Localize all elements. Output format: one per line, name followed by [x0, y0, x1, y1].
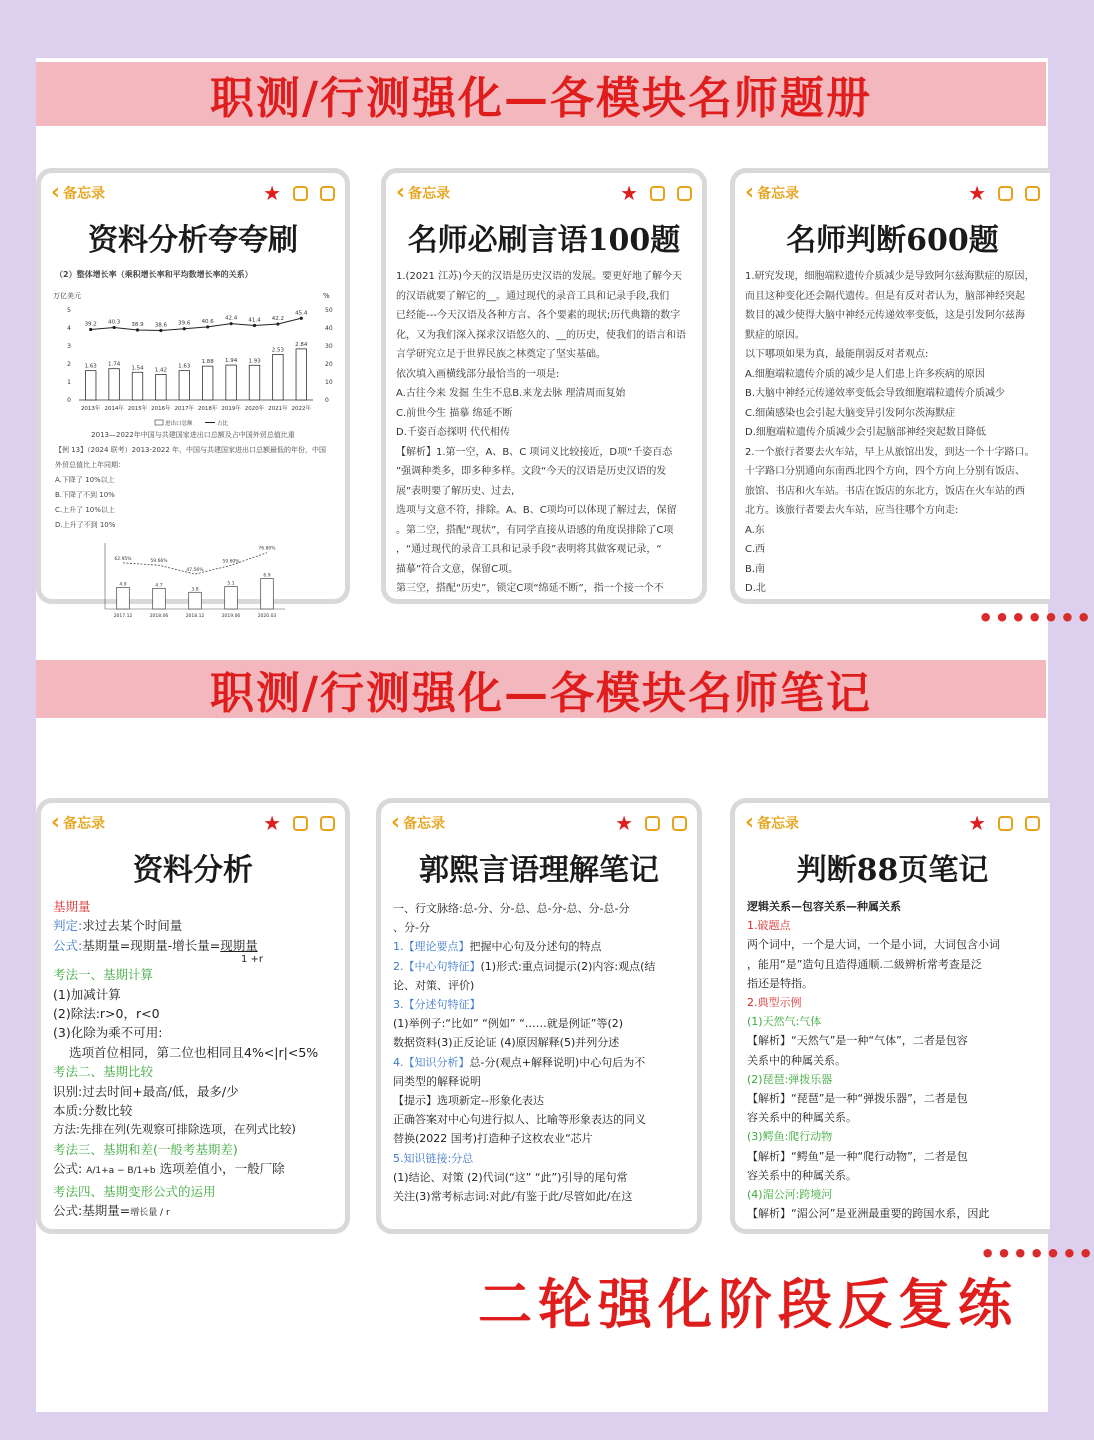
text-line: A.东 — [745, 524, 765, 536]
share-icon[interactable] — [293, 816, 308, 831]
bar-value-label: 3.8 — [191, 587, 199, 593]
y-tick-label: 2 — [67, 361, 71, 368]
y-axis-label: 万亿美元 — [53, 292, 81, 300]
note-line: 考法四、基期变形公式的运用 — [53, 1183, 216, 1199]
y-tick-label: 5 — [67, 307, 71, 314]
notes-body — [735, 897, 1050, 1223]
formula: A/1+a − B/1+b — [86, 1166, 156, 1177]
line-value-label: 41.4 — [248, 317, 261, 324]
card-title: 名师必刷言语100题 — [407, 223, 681, 258]
x-tick-label: 2016年 — [151, 406, 171, 412]
card-data-notes[interactable] — [36, 798, 350, 1234]
back-label: 备忘录 — [757, 186, 800, 202]
y2-tick-label: 10 — [325, 379, 333, 386]
bar-value-label: 2.53 — [271, 347, 285, 354]
text-line: 十字路口分别通向东南西北四个方向，四个方向上分别有饭店、 — [745, 466, 1025, 477]
x-tick-label: 2014年 — [104, 406, 124, 412]
x-tick-label: 2020.03 — [257, 614, 277, 619]
star-icon[interactable]: ★ — [968, 811, 986, 835]
note-line: 考法一、基期计算 — [53, 967, 154, 983]
option-d: D.上升了不到 10% — [55, 521, 116, 529]
x-tick-label: 2018.12 — [185, 614, 205, 619]
question-body — [386, 267, 702, 599]
x-tick-label: 2015年 — [127, 406, 148, 412]
share-icon[interactable] — [998, 816, 1013, 831]
notes-body — [41, 897, 345, 1224]
note-line: 考法三、基期和差(一般考基期差) — [53, 1141, 238, 1157]
option-c: C.上升了 10%以上 — [55, 506, 115, 514]
note-line — [393, 995, 685, 1014]
line-value-label: 45.4 — [295, 310, 308, 317]
text-line: B.南 — [745, 563, 766, 575]
note-line: 容关系中的种属关系。 — [747, 1168, 857, 1182]
edit-icon[interactable] — [672, 816, 687, 831]
bar — [132, 372, 143, 400]
bar — [117, 587, 130, 609]
text-line: C.前世今生 描摹 绵延不断 — [396, 407, 513, 419]
question-body — [735, 267, 1050, 599]
text-line: A.细胞端粒遗传介质的减少是人们患上许多疾病的原因 — [745, 368, 985, 380]
y-tick-label: 3 — [67, 343, 71, 350]
back-button[interactable] — [396, 182, 450, 204]
note-line: 关注(3)常考标志词:对此/有鉴于此/尽管如此/在这 — [393, 1190, 633, 1204]
note-label: 公式: — [53, 1161, 83, 1177]
text-line: C.西 — [745, 544, 766, 555]
x-tick-label: 2017.12 — [113, 614, 133, 619]
card-toolbar — [386, 173, 702, 213]
card-data-analysis[interactable] — [36, 168, 350, 619]
chevron-left-icon: ‹ — [745, 810, 755, 835]
note-number: 1. — [393, 940, 404, 954]
card-title: 资料分析夸夸刷 — [88, 223, 298, 258]
card-verbal[interactable] — [381, 168, 707, 604]
note-line: 【提示】选项新定--形象化表达 — [393, 1094, 544, 1108]
back-button[interactable] — [391, 812, 445, 834]
note-line — [53, 1201, 333, 1223]
note-line: 方法:先排在列(先观察可排除选项，在列式比较) — [53, 1122, 296, 1137]
text-line: 化，又为我们深入探求汉语悠久的、__的历史，使我们的语言和语 — [396, 329, 686, 341]
card-toolbar — [381, 803, 697, 843]
chevron-left-icon: ‹ — [745, 180, 755, 205]
note-label: 【知识分析】 — [403, 1055, 470, 1069]
line-value-label: 42.4 — [224, 315, 238, 322]
y-tick-label: 4 — [67, 325, 71, 332]
bar-value-label: 1.54 — [131, 365, 144, 372]
note-line: 考法二、基期比较 — [53, 1064, 154, 1080]
bar-value-label: 1.93 — [248, 358, 261, 365]
star-icon[interactable]: ★ — [615, 811, 633, 835]
card-toolbar — [735, 803, 1050, 843]
top-banner: 职测/行测强化—各模块名师题册 — [36, 62, 1046, 126]
note-line: 1.破题点 — [747, 919, 791, 933]
share-icon[interactable] — [645, 816, 660, 831]
note-line: 论、对策、评价) — [393, 978, 475, 992]
note-line — [393, 937, 685, 956]
card-subtitle: （2）整体增长率（乘积增长率和平均数增长率的关系） — [55, 270, 253, 279]
line-value-label: 42.2 — [271, 316, 285, 323]
card-toolbar — [41, 803, 345, 843]
y2-tick-label: 20 — [325, 361, 333, 368]
note-line: 【解析】“鳄鱼”是一种“爬行动物”，二者是包 — [747, 1149, 968, 1163]
text-line: 2.一个旅行者要去火车站，早上从旅馆出发，到达一个十字路口。 — [745, 446, 1035, 458]
text-line: 展”表明要了解历史、过去, — [396, 485, 515, 497]
card-judgment[interactable] — [730, 168, 1050, 604]
card-toolbar — [41, 173, 345, 213]
bar-value-label: 1.88 — [201, 359, 214, 366]
line-value-label: 62.95% — [114, 556, 132, 562]
note-line: 正确答案对中心句进行拟人、比喻等形象表达的同义 — [393, 1113, 646, 1127]
formula: 增长量 / r — [130, 1208, 170, 1219]
back-button[interactable] — [51, 182, 105, 204]
line-value-label: 39.6 — [178, 320, 191, 327]
card-title: 判断88页笔记 — [796, 853, 989, 888]
bar — [225, 587, 238, 609]
x-tick-label: 2018年 — [197, 406, 218, 412]
text-line: C.细菌感染也会引起大脑变异引发阿尔茨海默症 — [745, 407, 956, 419]
back-label: 备忘录 — [757, 816, 800, 832]
text-line: 【解析】1.第一空，A、B、C 项词义比较接近，D项“千姿百态 — [396, 446, 673, 458]
note-line: 两个词中，一个是大词，一个是小词，大词包含小词 — [747, 938, 1000, 952]
note-line: 关系中的种属关系。 — [747, 1053, 846, 1067]
line-value-label: 38.6 — [154, 322, 168, 329]
line-value-label: 76.80% — [258, 546, 276, 552]
note-line: 同类型的解释说明 — [393, 1074, 481, 1088]
x-tick-label: 2017年 — [174, 406, 195, 412]
bar — [109, 369, 120, 400]
text-line: 依次填入画横线部分最恰当的一项是: — [396, 368, 560, 380]
note-line: 识别:过去时间+最高/低，最多/少 — [53, 1083, 239, 1099]
star-icon[interactable]: ★ — [968, 181, 986, 205]
text-line: B.大脑中神经元传递效率变低会导致细胞端粒遗传介质减少 — [745, 388, 1006, 399]
card-verbal-notes[interactable] — [376, 798, 702, 1234]
bar — [202, 366, 213, 400]
bar — [153, 588, 166, 609]
text-line: 北方。该旅行者要去火车站，应当往哪个方向走: — [745, 505, 959, 516]
line-value-label: 40.6 — [201, 318, 214, 325]
y2-tick-label: 50 — [325, 307, 333, 314]
note-line: 【解析】“天然气”是一种“气体”，二者是包容 — [747, 1034, 968, 1048]
option-a: A.下降了 10%以上 — [55, 476, 115, 484]
chart-trade-total — [45, 282, 345, 432]
y-tick-label: 0 — [67, 397, 71, 404]
note-line: 容关系中的种属关系。 — [747, 1111, 857, 1125]
text-line: 选项与文意不符，排除。A、B、C项均可以体现了解过去，保留 — [396, 505, 677, 516]
text-line: 描摹”符合文意，保留C项。 — [396, 563, 519, 575]
back-button[interactable] — [745, 812, 799, 834]
y2-tick-label: 0 — [325, 397, 329, 404]
text-line: ，“通过现代的录音工具和记录手段”表明将其做客观记录，“ — [396, 544, 662, 555]
note-text: 把握中心句及分述句的特点 — [469, 940, 602, 954]
line-value-label: 47.56% — [186, 568, 204, 574]
question-text: 【例 13】（2024 联考）2013-2022 年，中国与共建国家进出口总额最低的年份，中国外贸总值比上年同期： — [55, 446, 327, 469]
y-tick-label: 1 — [67, 379, 71, 386]
bar-value-label: 1.94 — [224, 358, 238, 365]
text-line: D.细胞端粒遗传介质减少会引起脑部神经突起数目降低 — [745, 427, 986, 438]
bar — [179, 371, 190, 400]
bar-value-label: 4.7 — [155, 583, 163, 589]
note-line: 基期量 — [53, 899, 91, 914]
x-tick-label: 2022年 — [291, 406, 312, 412]
back-button[interactable] — [51, 812, 105, 834]
bar-value-label: 2.84 — [295, 341, 308, 348]
note-line: 一、行文脉络:总-分、分-总、总-分-总、分-总-分 — [393, 902, 630, 915]
edit-icon[interactable] — [1025, 816, 1040, 831]
y2-tick-label: 30 — [325, 343, 333, 350]
back-label: 备忘录 — [408, 186, 451, 202]
bar — [296, 349, 307, 400]
line-value-label: 38.9 — [131, 321, 144, 328]
note-line: (2)除法:r>0，r<0 — [53, 1006, 160, 1022]
edit-icon[interactable] — [1025, 186, 1040, 201]
chevron-left-icon: ‹ — [391, 810, 401, 835]
note-label: 公式: — [53, 937, 83, 953]
note-label: 公式:基期量= — [53, 1203, 131, 1219]
text-line: 1.研究发现，细胞端粒遗传介质减少是导致阿尔兹海默症的原因， — [745, 271, 1035, 282]
note-line: (3)鳄鱼:爬行动物 — [747, 1130, 833, 1144]
x-tick-label: 2019.06 — [221, 614, 241, 619]
text-line: 。第二空，搭配“现状”，有同学直接从语感的角度误排除了C项 — [396, 524, 674, 536]
bar — [85, 371, 96, 400]
decor-dots: ••••••• — [980, 1240, 1094, 1268]
note-line: (2)琵琶:弹拨乐器 — [747, 1072, 833, 1086]
bar-value-label: 4.9 — [119, 582, 127, 588]
note-line: 2.典型示例 — [747, 996, 802, 1010]
star-icon[interactable]: ★ — [620, 181, 638, 205]
text-line: 旅馆、书店和火车站。书店在饭店的东北方，饭店在火车站的西 — [745, 485, 1025, 497]
text-line: ”强调种类多，即多种多样。文段“今天的汉语是历史汉语的发 — [396, 466, 667, 477]
card-title: 名师判断600题 — [786, 223, 999, 258]
note-line: 选项首位相同，第二位也相同且4%<|r|<5% — [69, 1044, 319, 1060]
star-icon[interactable]: ★ — [263, 181, 281, 205]
note-number: 4. — [393, 1055, 404, 1069]
note-line — [393, 957, 685, 976]
note-label: 判定: — [53, 918, 83, 934]
card-toolbar — [735, 173, 1050, 213]
note-number: 3. — [393, 998, 404, 1012]
chevron-left-icon: ‹ — [396, 180, 406, 205]
text-line: 以下哪项如果为真，最能削弱反对者观点: — [745, 349, 929, 360]
note-line: 数据资料(3)正反论证 (4)原因解释(5)并列分述 — [393, 1036, 620, 1050]
note-line: 【解析】“琵琶”是一种“弹拨乐器”，二者是包 — [747, 1092, 968, 1106]
edit-icon[interactable] — [320, 186, 335, 201]
back-label: 备忘录 — [63, 186, 106, 202]
note-line: 逻辑关系—包容关系—种属关系 — [747, 900, 901, 913]
fraction-numerator: 现期量 — [220, 937, 258, 953]
note-line: 替换(2022 国考)打造种子这枚农业“芯片 — [393, 1132, 593, 1146]
back-label: 备忘录 — [403, 816, 446, 832]
back-label: 备忘录 — [63, 816, 106, 832]
note-text: 基期量=现期量-增长量= — [82, 937, 221, 953]
x-tick-label: 2021年 — [268, 406, 288, 412]
note-line: (1)天然气:气体 — [747, 1015, 822, 1029]
note-line: (3)化除为乘不可用: — [53, 1025, 163, 1041]
note-line: (4)湄公河:跨境河 — [747, 1188, 833, 1202]
legend-swatch-bars — [155, 420, 163, 425]
decor-dots: ••••••• — [978, 604, 1093, 632]
note-text: (1)形式:重点词提示(2)内容:观点(结 — [480, 959, 656, 973]
text-line: 数目的减少使得大脑中神经元传递效率变低，这是引发阿尔兹海 — [745, 310, 1025, 321]
note-label: 【理论要点】 — [403, 940, 470, 954]
chevron-left-icon: ‹ — [51, 810, 61, 835]
note-line: 本质:分数比较 — [53, 1103, 133, 1119]
share-icon[interactable] — [998, 186, 1013, 201]
note-text: 总-分(观点+解释说明)中心句后为不 — [469, 1055, 646, 1069]
text-line: 言学研究立足于世界民族之林奠定了坚实基础。 — [396, 349, 606, 360]
note-line — [393, 1053, 685, 1072]
bar — [249, 365, 260, 400]
note-text: 选项差值小，一般厂除 — [159, 1161, 285, 1177]
note-line: 指还是特指。 — [747, 976, 813, 990]
text-line: 第三空，搭配“历史”，锁定C项“绵延不断”，指一个接一个不 — [396, 583, 664, 594]
y2-axis-label: % — [323, 292, 330, 300]
share-icon[interactable] — [293, 186, 308, 201]
bar-value-label: 5.1 — [227, 581, 235, 587]
bar — [226, 365, 237, 400]
note-line: 【解析】“湄公河”是亚洲最重要的跨国水系，因此 — [747, 1207, 990, 1221]
bottom-title: 二轮强化阶段反复练 — [478, 1272, 1018, 1336]
bar-value-label: 6.9 — [263, 573, 271, 579]
card-title: 郭熙言语理解笔记 — [419, 853, 659, 888]
text-line: 已经能---今天汉语及各种方言、各个要素的现状;历代典籍的数字 — [396, 310, 681, 321]
note-line — [53, 1159, 333, 1181]
note-line: 、分-分 — [393, 921, 430, 935]
bar-value-label: 1.63 — [84, 363, 97, 370]
note-line: ，能用“是”造句且造得通顺.二級辨析常考查是泛 — [747, 957, 982, 971]
text-line: D.千姿百态探明 代代相传 — [396, 427, 511, 438]
note-line: (1)加减计算 — [53, 986, 121, 1002]
line-value-label: 40.3 — [107, 319, 121, 326]
note-label: 【分述句特征】 — [403, 998, 481, 1012]
chart-title: 2013—2022年中国与共建国家进出口总额及占中国外贸总值比重 — [91, 431, 295, 439]
bar — [261, 579, 274, 609]
bar-value-label: 1.74 — [107, 361, 121, 368]
x-tick-label: 2018.06 — [149, 614, 169, 619]
legend-label: 进出口总额 — [165, 421, 193, 427]
note-label: 【中心句特征】 — [403, 959, 481, 973]
legend-label: 占比 — [217, 421, 229, 427]
chart-secondary — [45, 533, 345, 623]
note-number: 2. — [393, 959, 404, 973]
series-line — [91, 315, 302, 330]
note-line — [53, 916, 333, 935]
line-value-label: 39.2 — [84, 321, 97, 328]
line-value-label: 59.60% — [222, 559, 240, 565]
line-value-label: 59.66% — [150, 559, 168, 565]
bar — [189, 592, 202, 609]
text-line: 的汉语就要了解它的__。通过现代的录音工具和记录手段,我们 — [396, 290, 670, 302]
note-text: 求过去某个时间量 — [82, 918, 183, 934]
chevron-left-icon: ‹ — [51, 180, 61, 205]
note-line — [53, 936, 333, 955]
text-line: D.北 — [745, 583, 766, 594]
star-icon[interactable]: ★ — [263, 811, 281, 835]
card-title: 资料分析 — [133, 853, 253, 888]
bar — [156, 374, 167, 400]
notes-body — [381, 899, 697, 1206]
y2-tick-label: 40 — [325, 325, 333, 332]
x-tick-label: 2020年 — [244, 406, 265, 412]
text-line: 而且这种变化还会隔代遗传。但是有反对者认为，脑部神经突起 — [745, 290, 1025, 302]
option-b: B.下降了不到 10% — [55, 491, 115, 499]
note-line: (1)举例子:“比如” “例如” “……就是例证”等(2) — [393, 1017, 624, 1031]
middle-banner: 职测/行测强化—各模块名师笔记 — [36, 660, 1046, 718]
back-button[interactable] — [745, 182, 799, 204]
edit-icon[interactable] — [677, 186, 692, 201]
x-tick-label: 2013年 — [80, 406, 101, 412]
fraction-denominator: 1 +r — [240, 954, 263, 966]
text-line: A.古往今来 发掘 生生不息B.来龙去脉 理清周而复始 — [396, 388, 626, 399]
text-line: 默症的原因。 — [745, 329, 805, 341]
note-line: (1)结论、对策 (2)代词(“这” “此”)引导的尾句常 — [393, 1170, 628, 1184]
bar-value-label: 1.63 — [178, 363, 191, 370]
text-line: 1.(2021 江苏)今天的汉语是历史汉语的发展。要更好地了解今天 — [396, 271, 682, 282]
edit-icon[interactable] — [320, 816, 335, 831]
share-icon[interactable] — [650, 186, 665, 201]
card-judgment-notes[interactable] — [730, 798, 1050, 1234]
bar-value-label: 1.42 — [154, 367, 168, 374]
note-line: 5.知识链接:分总 — [393, 1151, 474, 1165]
bar — [273, 354, 284, 400]
x-tick-label: 2019年 — [221, 406, 241, 412]
